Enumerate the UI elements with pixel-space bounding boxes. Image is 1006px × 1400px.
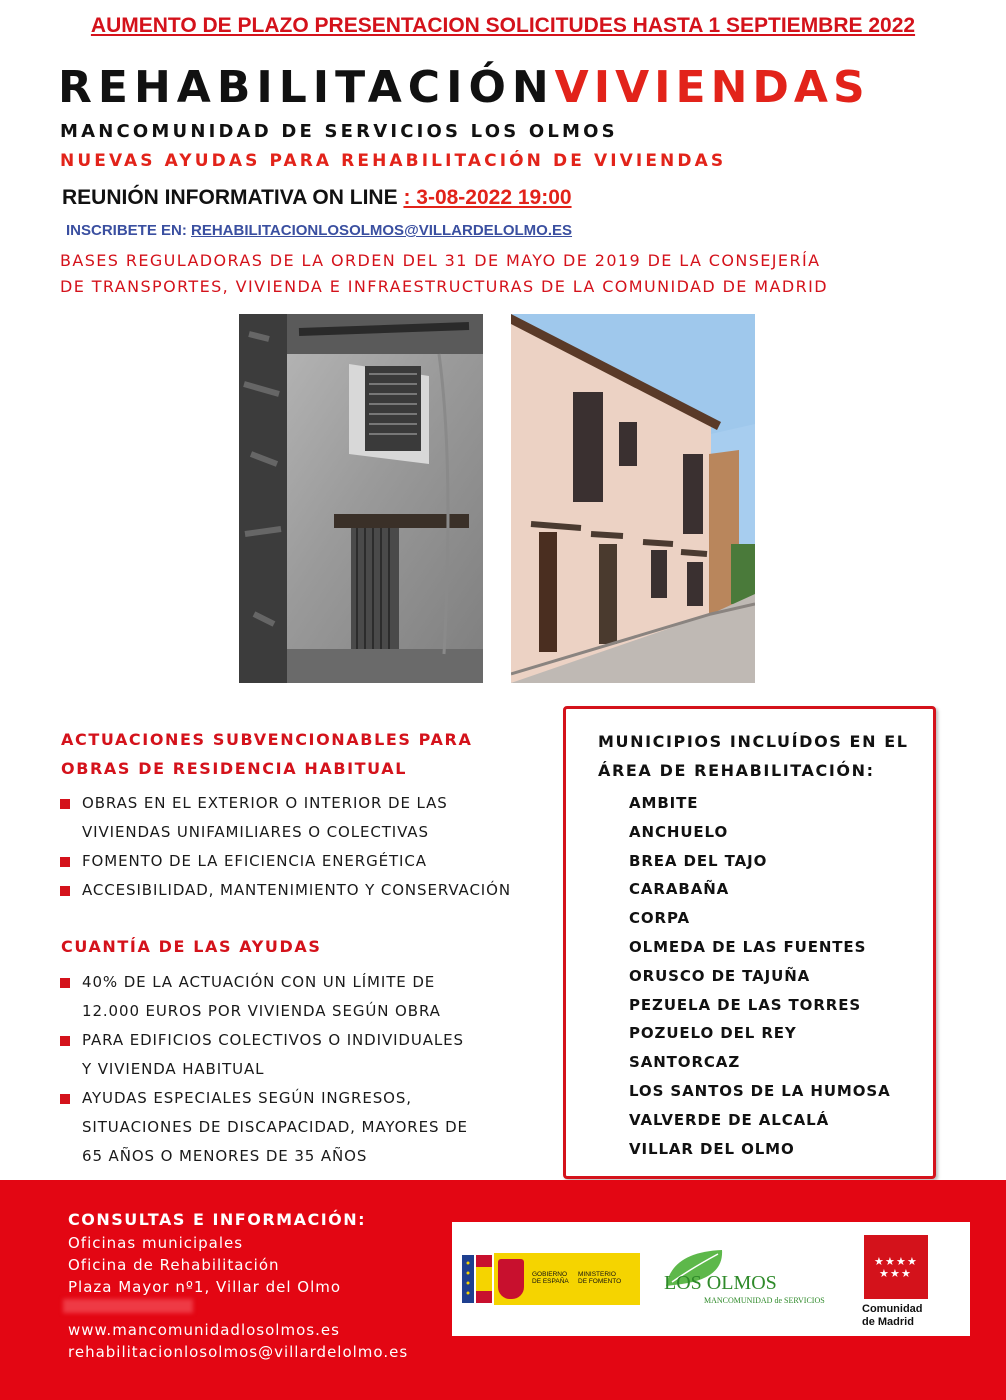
madrid-stars-icon: [864, 1235, 928, 1299]
contact-links: [68, 1319, 408, 1363]
cuantia-item: [60, 968, 468, 1026]
comunidad-madrid-logo: [862, 1235, 930, 1331]
cuantia-item-line: 40% DE LA ACTUACIÓN CON UN LÍMITE DE: [82, 973, 436, 991]
contact-line: Oficinas municipales: [68, 1234, 244, 1252]
meeting-label: REUNIÓN INFORMATIVA ON LINE: [62, 186, 404, 209]
svg-text:★: ★: [907, 1255, 917, 1268]
legal-bases: [60, 248, 828, 300]
comunidad-text-line: Comunidad: [862, 1303, 923, 1315]
municipio-item: BREA DEL TAJO: [629, 851, 768, 870]
municipio-item: LOS SANTOS DE LA HUMOSA: [629, 1081, 891, 1100]
contact-line: Oficina de Rehabilitación: [68, 1256, 280, 1274]
actuaciones-heading-line: ACTUACIONES SUBVENCIONABLES PARA: [61, 730, 473, 749]
los-olmos-subtitle: MANCOMUNIDAD de SERVICIOS: [704, 1296, 825, 1305]
cuantia-item-line: 12.000 EUROS POR VIVIENDA SEGÚN OBRA: [82, 1002, 441, 1020]
signup-label: INSCRIBETE EN:: [66, 222, 192, 239]
svg-text:★: ★: [896, 1255, 906, 1268]
svg-text:★: ★: [885, 1255, 895, 1268]
municipio-item: CARABAÑA: [629, 880, 730, 899]
los-olmos-wordmark: LOS OLMOS: [664, 1272, 777, 1294]
consultas-heading: CONSULTAS E INFORMACIÓN:: [68, 1210, 367, 1229]
cuantia-item-line: Y VIVIENDA HABITUAL: [82, 1060, 265, 1078]
actuaciones-heading-line: OBRAS DE RESIDENCIA HABITUAL: [61, 759, 408, 778]
municipio-item: ANCHUELO: [629, 822, 729, 841]
meeting-date: : 3-08-2022 19:00: [403, 186, 572, 209]
actuaciones-item-line: FOMENTO DE LA EFICIENCIA ENERGÉTICA: [82, 852, 427, 870]
photo-renovated-house-image: [511, 314, 755, 683]
deadline-banner: [0, 14, 1006, 38]
municipio-item: OLMEDA DE LAS FUENTES: [629, 937, 867, 956]
ministerio-text: MINISTERIO: [578, 1271, 616, 1278]
svg-text:★: ★: [901, 1267, 911, 1280]
website-link[interactable]: www.mancomunidadlosolmos.es: [68, 1321, 340, 1339]
contact-address: [68, 1232, 341, 1298]
actuaciones-item-line: OBRAS EN EL EXTERIOR O INTERIOR DE LAS: [82, 794, 448, 812]
municipios-list: [629, 789, 891, 1163]
deadline-banner-text: AUMENTO DE PLAZO PRESENTACION SOLICITUDES HASTA 1 SEPTIEMBRE 2022: [90, 14, 916, 37]
los-olmos-logo: [662, 1248, 852, 1310]
eu-flag-icon: [460, 1253, 494, 1305]
photo-renovated-house: [511, 314, 755, 683]
municipio-item: VALVERDE DE ALCALÁ: [629, 1110, 830, 1129]
photo-old-house: [239, 314, 483, 683]
cuantia-item-line: PARA EDIFICIOS COLECTIVOS O INDIVIDUALES: [82, 1031, 464, 1049]
gobierno-text: DE ESPAÑA: [532, 1278, 569, 1285]
meeting-info: [62, 186, 572, 210]
ministerio-text: DE FOMENTO: [578, 1278, 622, 1285]
actuaciones-item-line: ACCESIBILIDAD, MANTENIMIENTO Y CONSERVACIÓN: [82, 881, 511, 899]
legal-bases-line: BASES REGULADORAS DE LA ORDEN DEL 31 DE MAYO DE 2019 DE LA CONSEJERÍA: [60, 251, 821, 270]
municipios-heading-line: ÁREA DE REHABILITACIÓN:: [598, 761, 875, 780]
gobierno-espana-logo: [460, 1253, 640, 1305]
title-rehabilitacion: REHABILITACIÓN: [58, 62, 555, 113]
actuaciones-item: [60, 789, 511, 847]
comunidad-madrid-text: [862, 1303, 932, 1329]
legal-bases-line: DE TRANSPORTES, VIVIENDA E INFRAESTRUCTURAS DE LA COMUNIDAD DE MADRID: [60, 277, 828, 296]
actuaciones-item: [60, 876, 511, 905]
signup-info: [66, 222, 572, 239]
municipio-item: PEZUELA DE LAS TORRES: [629, 995, 862, 1014]
organization-name: MANCOMUNIDAD DE SERVICIOS LOS OLMOS: [60, 121, 618, 142]
cuantia-item: [60, 1084, 468, 1171]
actuaciones-item-line: VIVIENDAS UNIFAMILIARES O COLECTIVAS: [82, 823, 429, 841]
svg-text:★: ★: [879, 1267, 889, 1280]
actuaciones-heading: [61, 725, 472, 783]
photo-old-house-image: [239, 314, 483, 683]
contact-line: Plaza Mayor nº1, Villar del Olmo: [68, 1278, 342, 1296]
municipios-heading: [598, 727, 909, 785]
title-viviendas: VIVIENDAS: [554, 62, 870, 113]
coat-of-arms-icon: [498, 1259, 524, 1299]
page-subtitle: NUEVAS AYUDAS PARA REHABILITACIÓN DE VIVIENDAS: [60, 151, 727, 171]
cuantia-item-line: 65 AÑOS O MENORES DE 35 AÑOS: [82, 1147, 368, 1165]
municipio-item: VILLAR DEL OLMO: [629, 1139, 795, 1158]
cuantia-item: [60, 1026, 468, 1084]
municipios-heading-line: MUNICIPIOS INCLUÍDOS EN EL: [598, 732, 909, 751]
page-title: [58, 58, 870, 118]
actuaciones-item: [60, 847, 511, 876]
actuaciones-list: [60, 789, 511, 905]
cuantia-item-line: AYUDAS ESPECIALES SEGÚN INGRESOS,: [82, 1089, 412, 1107]
gobierno-text: GOBIERNO: [532, 1271, 568, 1278]
redacted-text: [63, 1299, 193, 1313]
municipio-item: CORPA: [629, 909, 691, 928]
cuantia-item-line: SITUACIONES DE DISCAPACIDAD, MAYORES DE: [82, 1118, 468, 1136]
municipio-item: SANTORCAZ: [629, 1053, 741, 1072]
email-link[interactable]: rehabilitacionlosolmos@villardelolmo.es: [68, 1343, 409, 1361]
svg-text:★: ★: [890, 1267, 900, 1280]
signup-email-link[interactable]: REHABILITACIONLOSOLMOS@VILLARDELOLMO.ES: [191, 222, 573, 239]
municipio-item: POZUELO DEL REY: [629, 1024, 797, 1043]
comunidad-text-line: de Madrid: [862, 1316, 914, 1328]
svg-text:★: ★: [874, 1255, 884, 1268]
cuantia-list: [60, 968, 468, 1171]
cuantia-heading: CUANTÍA DE LAS AYUDAS: [61, 937, 322, 956]
municipio-item: AMBITE: [629, 794, 699, 812]
municipio-item: ORUSCO DE TAJUÑA: [629, 966, 811, 985]
